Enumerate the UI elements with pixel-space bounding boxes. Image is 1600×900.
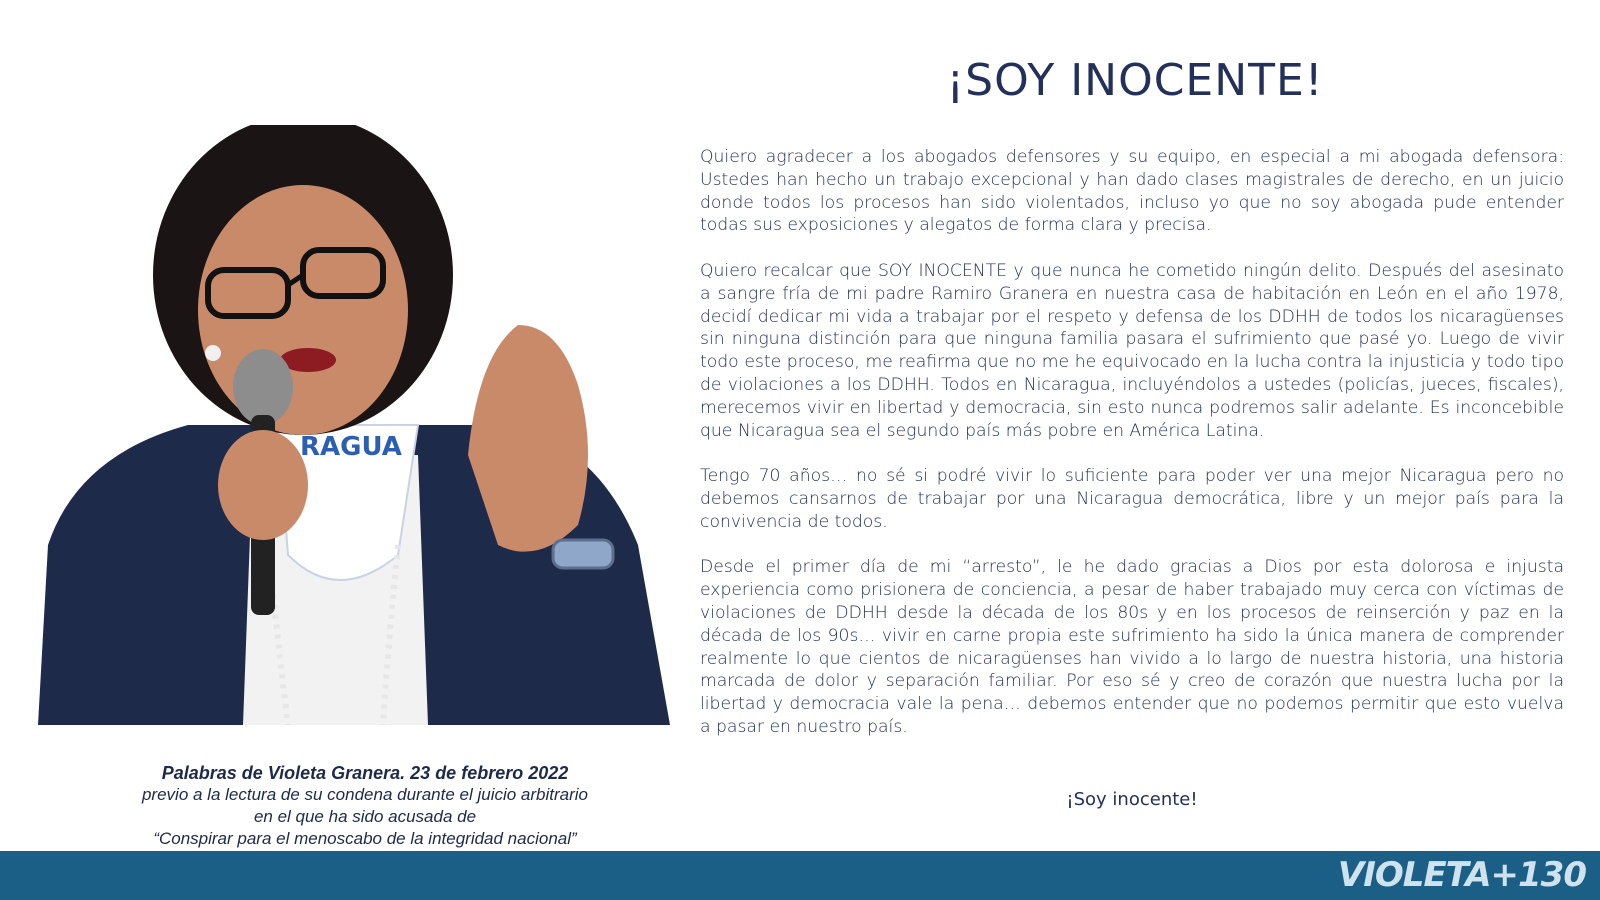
paragraph-2: Quiero recalcar que SOY INOCENTE y que nunca he cometido ningún delito. Después del asesinato a sangre fría de mi padre Ramiro Granera en nuestra casa de habitación en León en el año 1978, decidí dedicar mi vida a trabajar por el respeto y defensa de los DDHH de todos los nicaragüenses sin ninguna distinción para que ninguna familia pasara el sufrimiento que pasé yo. Luego de vivir todo este proceso, me reafirma que no me he equivocado en la lucha contra la injusticia y todo tipo de violaciones a los DDHH. Todos en Nicaragua, incluyéndolos a ustedes (policías, jueces, fiscales), merecemos vivir en libertad y democracia, sin esto nunca podremos salir adelante. Es inconcebible que Nicaragua sea el segundo país más pobre en América Latina. xyxy=(700,260,1564,441)
caption-line-2: previo a la lectura de su condena durante el juicio arbitrario xyxy=(141,785,589,804)
paragraph-4: Desde el primer día de mi “arresto”, le he dado gracias a Dios por esta dolorosa e injusta experiencia como prisionera de conciencia, a pesar de haber trabajado muy cerca con víctimas de violaciones de DDHH desde la década de los 80s y en los procesos de reinserción y paz en la década de los 90s… vivir en carne propia este sufrimiento ha sido la única manera de comprender realmente lo que cientos de nicaragüenses han vivido a lo largo de nuestra historia, una historia marcada de dolor y separación familiar. Por eso sé y creo de corazón que nuestra lucha por la libertad y democracia vale la pena… debemos entender que no podemos permitir que esto vuelva a pasar en nuestro país. xyxy=(700,557,1564,737)
paragraph-1: Quiero agradecer a los abogados defensores y su equipo, en especial a mi abogada defensora: Ustedes han hecho un trabajo excepcional y han dado clases magistrales de derecho, en un juicio donde todos los procesos han sido violentados, incluso yo que no soy abogada pude entender todas sus exposiciones y alegatos de forma clara y precisa. xyxy=(700,147,1564,236)
caption-line-1: Palabras de Violeta Granera. 23 de febrero 2022 xyxy=(161,763,569,783)
statement-body xyxy=(700,146,1564,762)
closing-line: ¡Soy inocente! xyxy=(1066,789,1198,810)
caption-line-3: en el que ha sido acusada de xyxy=(253,807,477,826)
speaker-photo xyxy=(38,125,670,725)
caption-line-4: “Conspirar para el menoscabo de la integridad nacional” xyxy=(153,829,577,848)
photo-caption xyxy=(60,762,670,850)
svg-text:RAGUA: RAGUA xyxy=(300,432,402,462)
footer-bar xyxy=(0,851,1600,900)
page-title: ¡SOY INOCENTE! xyxy=(946,55,1324,106)
brand-logo: VIOLETA+130 xyxy=(1337,855,1586,895)
paragraph-3: Tengo 70 años… no sé si podré vivir lo suficiente para poder ver una mejor Nicaragua pero no debemos cansarnos de trabajar por una Nicaragua democrática, libre y un mejor país para la convivencia de todos. xyxy=(700,466,1564,532)
